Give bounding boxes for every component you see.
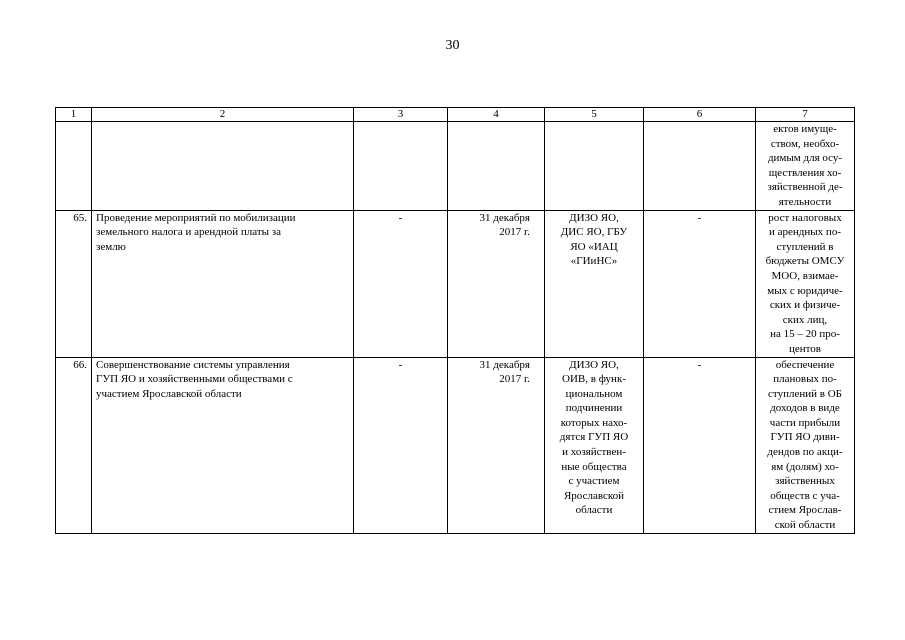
date-cell (448, 122, 545, 211)
cell-text-line: с участием (568, 475, 620, 488)
result-cell (756, 357, 855, 533)
col6-cell: - (644, 210, 756, 357)
cell-text-line: области (575, 504, 613, 517)
cell-text-line: 31 декабря (479, 358, 530, 371)
date-cell (448, 357, 545, 533)
cell-text-line: димым для осу- (767, 152, 843, 165)
name-cell (92, 210, 354, 357)
header-cell: 3 (354, 108, 448, 122)
cell-text-line: земельного налога и арендной платы за (96, 226, 282, 239)
result-cell (756, 210, 855, 357)
cell-text-line: зяйственной де- (767, 181, 843, 194)
cell-text-line: ГУП ЯО и хозяйственными обществами с (96, 373, 293, 386)
cell-text-line: участием Ярославской области (96, 387, 242, 400)
cell-text-line: ществления хо- (768, 166, 842, 179)
header-cell: 6 (644, 108, 756, 122)
executors-cell (545, 210, 644, 357)
cell-text-line: которых нахо- (560, 416, 628, 429)
header-cell: 5 (545, 108, 644, 122)
plan-table (55, 107, 855, 534)
table-header-row (56, 108, 855, 122)
header-cell: 2 (92, 108, 354, 122)
cell-text-line: ДИЗО ЯО, (569, 358, 619, 371)
cell-text-line: дятся ГУП ЯО (559, 431, 629, 444)
cell-text-line: доходов в виде (770, 402, 840, 415)
cell-text-line: части прибыли (769, 416, 841, 429)
num-cell: 65. (56, 210, 92, 357)
cell-text-line: ГУП ЯО диви- (770, 431, 840, 444)
name-cell (92, 357, 354, 533)
cell-text-line: землю (96, 240, 126, 253)
cell-text-line: «ГИиНС» (570, 255, 618, 268)
cell-text-line: МОО, взимае- (771, 269, 839, 282)
col3-cell: - (354, 210, 448, 357)
col3-cell: - (354, 357, 448, 533)
col6-cell (644, 122, 756, 211)
cell-text-line: ные общества (561, 460, 627, 473)
header-cell: 7 (756, 108, 855, 122)
header-cell: 1 (56, 108, 92, 122)
cell-text-line: ятельности (778, 195, 832, 208)
cell-text-line: Ярославской (563, 489, 625, 502)
cell-text-line: 31 декабря (479, 211, 530, 224)
cell-text-line: ской области (774, 519, 836, 532)
col3-cell (354, 122, 448, 211)
cell-text-line: на 15 – 20 про- (770, 328, 840, 341)
cell-text-line: и арендных по- (769, 226, 841, 239)
cell-text-line: Совершенствование системы управления (96, 358, 290, 371)
cell-text-line: дендов по акци- (767, 446, 843, 459)
table-row (56, 210, 855, 357)
header-cell: 4 (448, 108, 545, 122)
table-row (56, 357, 855, 533)
cell-text-line: 2017 г. (499, 226, 530, 239)
cell-text-line: ектов имуще- (773, 123, 837, 135)
cell-text-line: бюджеты ОМСУ (765, 255, 845, 268)
cell-text-line: центов (788, 342, 821, 355)
continuation-row (56, 122, 855, 211)
cell-text-line: ством, необхо- (770, 137, 840, 150)
cell-text-line: плановых по- (773, 373, 837, 386)
cell-text-line: 2017 г. (499, 373, 530, 386)
cell-text-line: обеспечение (775, 358, 835, 371)
cell-text-line: зяйственных (775, 475, 835, 488)
cell-text-line: подчинении (565, 402, 623, 415)
cell-text-line: мых с юридиче- (767, 284, 843, 297)
cell-text-line: стием Ярослав- (768, 504, 842, 517)
cell-text-line: ям (долям) хо- (771, 460, 839, 473)
cell-text-line: ских лиц, (782, 313, 828, 326)
cell-text-line: рост налоговых (768, 211, 842, 224)
page-number: 30 (445, 38, 460, 53)
cell-text-line: ДИС ЯО, ГБУ (560, 226, 628, 239)
executors-cell (545, 122, 644, 211)
cell-text-line: обществ с уча- (770, 489, 840, 502)
cell-text-line: ступлений в (776, 240, 834, 253)
cell-text-line: ЯО «ИАЦ (570, 240, 618, 253)
col6-cell: - (644, 357, 756, 533)
cell-text-line: циональном (565, 387, 623, 400)
name-cell (92, 122, 354, 211)
cell-text-line: ступлений в ОБ (768, 387, 842, 400)
cell-text-line: Проведение мероприятий по мобилизации (96, 211, 296, 224)
num-cell (56, 122, 92, 211)
date-cell (448, 210, 545, 357)
cell-text-line: ОИВ, в функ- (562, 373, 626, 386)
num-cell: 66. (56, 357, 92, 533)
cell-text-line: ских и физиче- (769, 299, 841, 312)
executors-cell (545, 357, 644, 533)
cell-text-line: ДИЗО ЯО, (569, 211, 619, 224)
result-cell (756, 122, 855, 211)
cell-text-line: и хозяйствен- (562, 446, 626, 459)
